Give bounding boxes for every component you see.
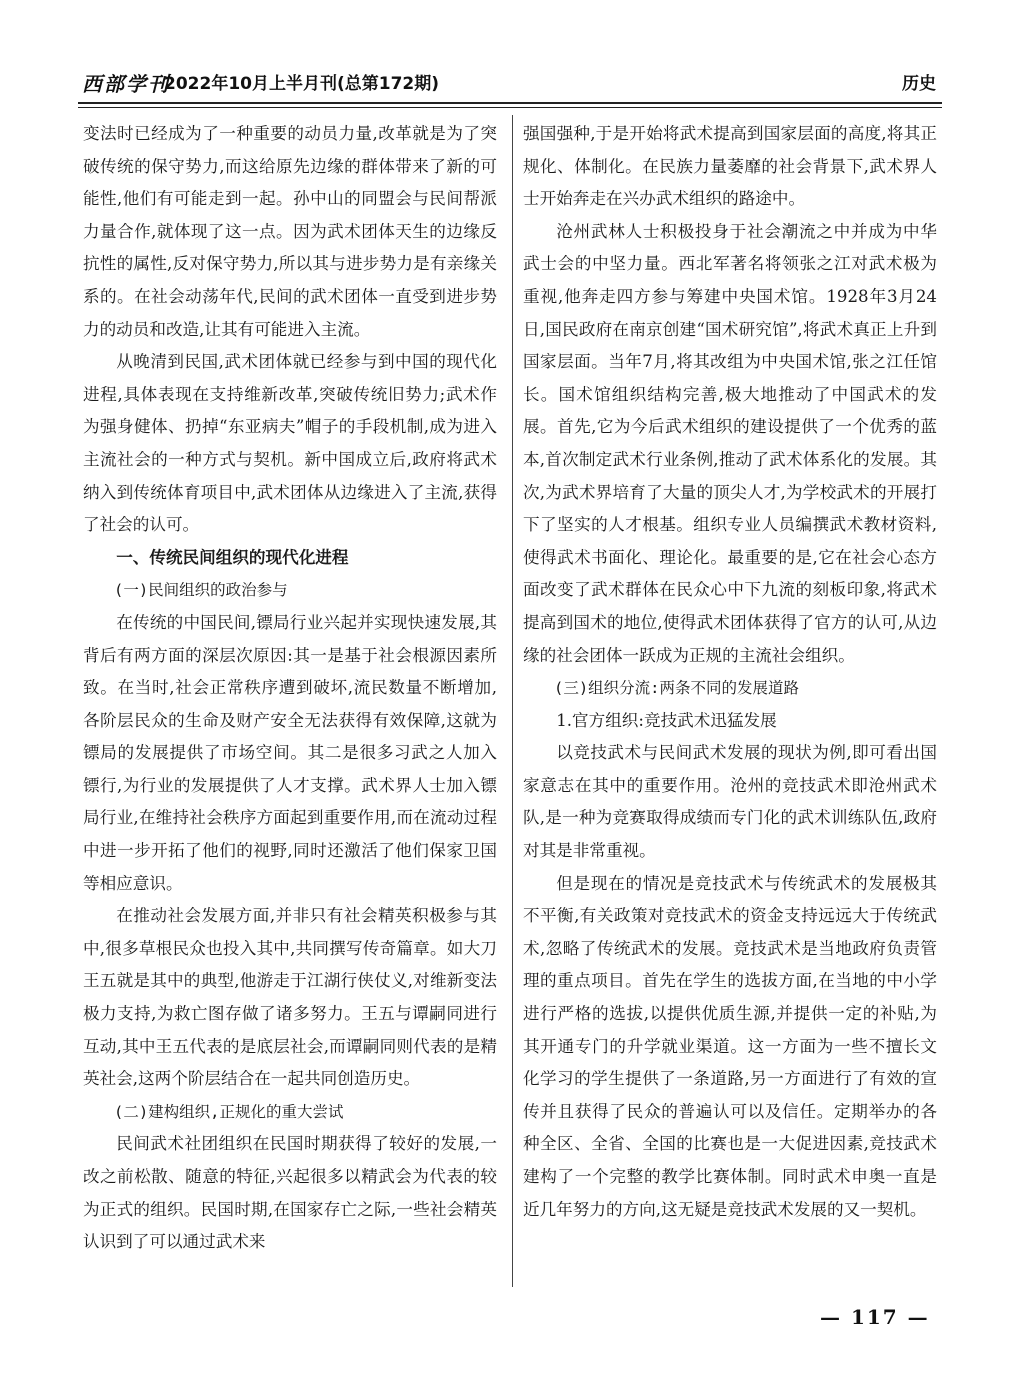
section-label: 历史: [902, 74, 936, 94]
section-heading: 一、传统民间组织的现代化进程: [116, 547, 349, 567]
paragraph: 从晚清到民国,武术团体就已经参与到中国的现代化进程,具体表现在支持维新改革,突破传统旧势力;武术作为强身健体、扔掉“东亚病夫”帽子的手段机制,成为进入主流社会的一种方式与契机。新中国成立后,政府将武术纳入到传统体育项目中,武术团体从边缘进入了主流,获得了社会的认可。: [83, 352, 497, 535]
subsection-heading: (一)民间组织的政治参与: [114, 581, 288, 600]
paragraph: 民间武术社团组织在民国时期获得了较好的发展,一改之前松散、随意的特征,兴起很多以精武会为代表的较为正式的组织。民国时期,在国家存亡之际,一些社会精英认识到了可以通过武术来: [83, 1134, 497, 1252]
page-header: [82, 66, 940, 96]
journal-logo: 西部学刊: [82, 72, 170, 96]
subsection-heading: (二)建构组织,正规化的重大尝试: [114, 1102, 344, 1121]
page-number: — 117 —: [820, 1305, 930, 1329]
paragraph: 变法时已经成为了一种重要的动员力量,改革就是为了突破传统的保守势力,而这给原先边缘的群体带来了新的可能性,他们有可能走到一起。孙中山的同盟会与民间帮派力量合作,就体现了这一点。因为武术团体天生的边缘反抗性的属性,反对保守势力,所以其与进步势力是有亲缘关系的。在社会动荡年代,民间的武术团体一直受到进步势力的动员和改造,让其有可能进入主流。: [83, 124, 497, 339]
header-rule-thick: [78, 102, 942, 104]
paragraph: 以竞技武术与民间武术发展的现状为例,即可看出国家意志在其中的重要作用。沧州的竞技武术即沧州武术队,是一种为竞赛取得成绩而专门化的武术训练队伍,政府对其是非常重视。: [523, 743, 937, 861]
paragraph: 1.官方组织:竞技武术迅猛发展: [556, 710, 777, 730]
issue-info: 2022年10月上半月刊(总第172期): [164, 74, 439, 94]
left-column: [83, 118, 497, 1259]
paragraph: 在推动社会发展方面,并非只有社会精英积极参与其中,很多草根民众也投入其中,共同撰写传奇篇章。如大刀王五就是其中的典型,他游走于江湖行侠仗义,对维新变法极力支持,为救亡图存做了诸多努力。王五与谭嗣同进行互动,其中王五代表的是底层社会,而谭嗣同则代表的是精英社会,这两个阶层结合在一起共同创造历史。: [83, 906, 497, 1089]
subsection-heading: (三)组织分流:两条不同的发展道路: [554, 679, 799, 698]
column-divider: [512, 115, 513, 1287]
paragraph: 在传统的中国民间,镖局行业兴起并实现快速发展,其背后有两方面的深层次原因:其一是基于社会根源因素所致。在当时,社会正常秩序遭到破坏,流民数量不断增加,各阶层民众的生命及财产安全无法获得有效保障,这就为镖局的发展提供了市场空间。其二是很多习武之人加入镖行,为行业的发展提供了人才支撑。武术界人士加入镖局行业,在维持社会秩序方面起到重要作用,而在流动过程中进一步开拓了他们的视野,同时还激活了他们保家卫国等相应意识。: [83, 612, 497, 893]
paragraph: 强国强种,于是开始将武术提高到国家层面的高度,将其正规化、体制化。在民族力量萎靡的社会背景下,武术界人士开始奔走在兴办武术组织的路途中。: [523, 124, 937, 209]
header-rule-thin: [78, 107, 942, 108]
right-column: [523, 118, 937, 1226]
paragraph: 但是现在的情况是竞技武术与传统武术的发展极其不平衡,有关政策对竞技武术的资金支持远远大于传统武术,忽略了传统武术的发展。竞技武术是当地政府负责管理的重点项目。首先在学生的选拔方面,在当地的中小学进行严格的选拔,以提供优质生源,并提供一定的补贴,为其开通专门的升学就业渠道。这一方面为一些不擅长文化学习的学生提供了一条道路,另一方面进行了有效的宣传并且获得了民众的普遍认可以及信任。定期举办的各种全区、全省、全国的比赛也是一大促进因素,竞技武术建构了一个完整的教学比赛体制。同时武术申奥一直是近几年努力的方向,这无疑是竞技武术发展的又一契机。: [523, 873, 937, 1219]
paragraph: 沧州武林人士积极投身于社会潮流之中并成为中华武士会的中坚力量。西北军著名将领张之江对武术极为重视,他奔走四方参与筹建中央国术馆。1928年3月24日,国民政府在南京创建“国术研究馆”,将武术真正上升到国家层面。当年7月,将其改组为中央国术馆,张之江任馆长。国术馆组织结构完善,极大地推动了中国武术的发展。首先,它为今后武术组织的建设提供了一个优秀的蓝本,首次制定武术行业条例,推动了武术体系化的发展。其次,为武术界培育了大量的顶尖人才,为学校武术的开展打下了坚实的人才根基。组织专业人员编撰武术教材资料,使得武术书面化、理论化。最重要的是,它在社会心态方面改变了武术群体在民众心中下九流的刻板印象,将武术提高到国术的地位,使得武术团体获得了官方的认可,从边缘的社会团体一跃成为正规的主流社会组织。: [523, 221, 937, 665]
